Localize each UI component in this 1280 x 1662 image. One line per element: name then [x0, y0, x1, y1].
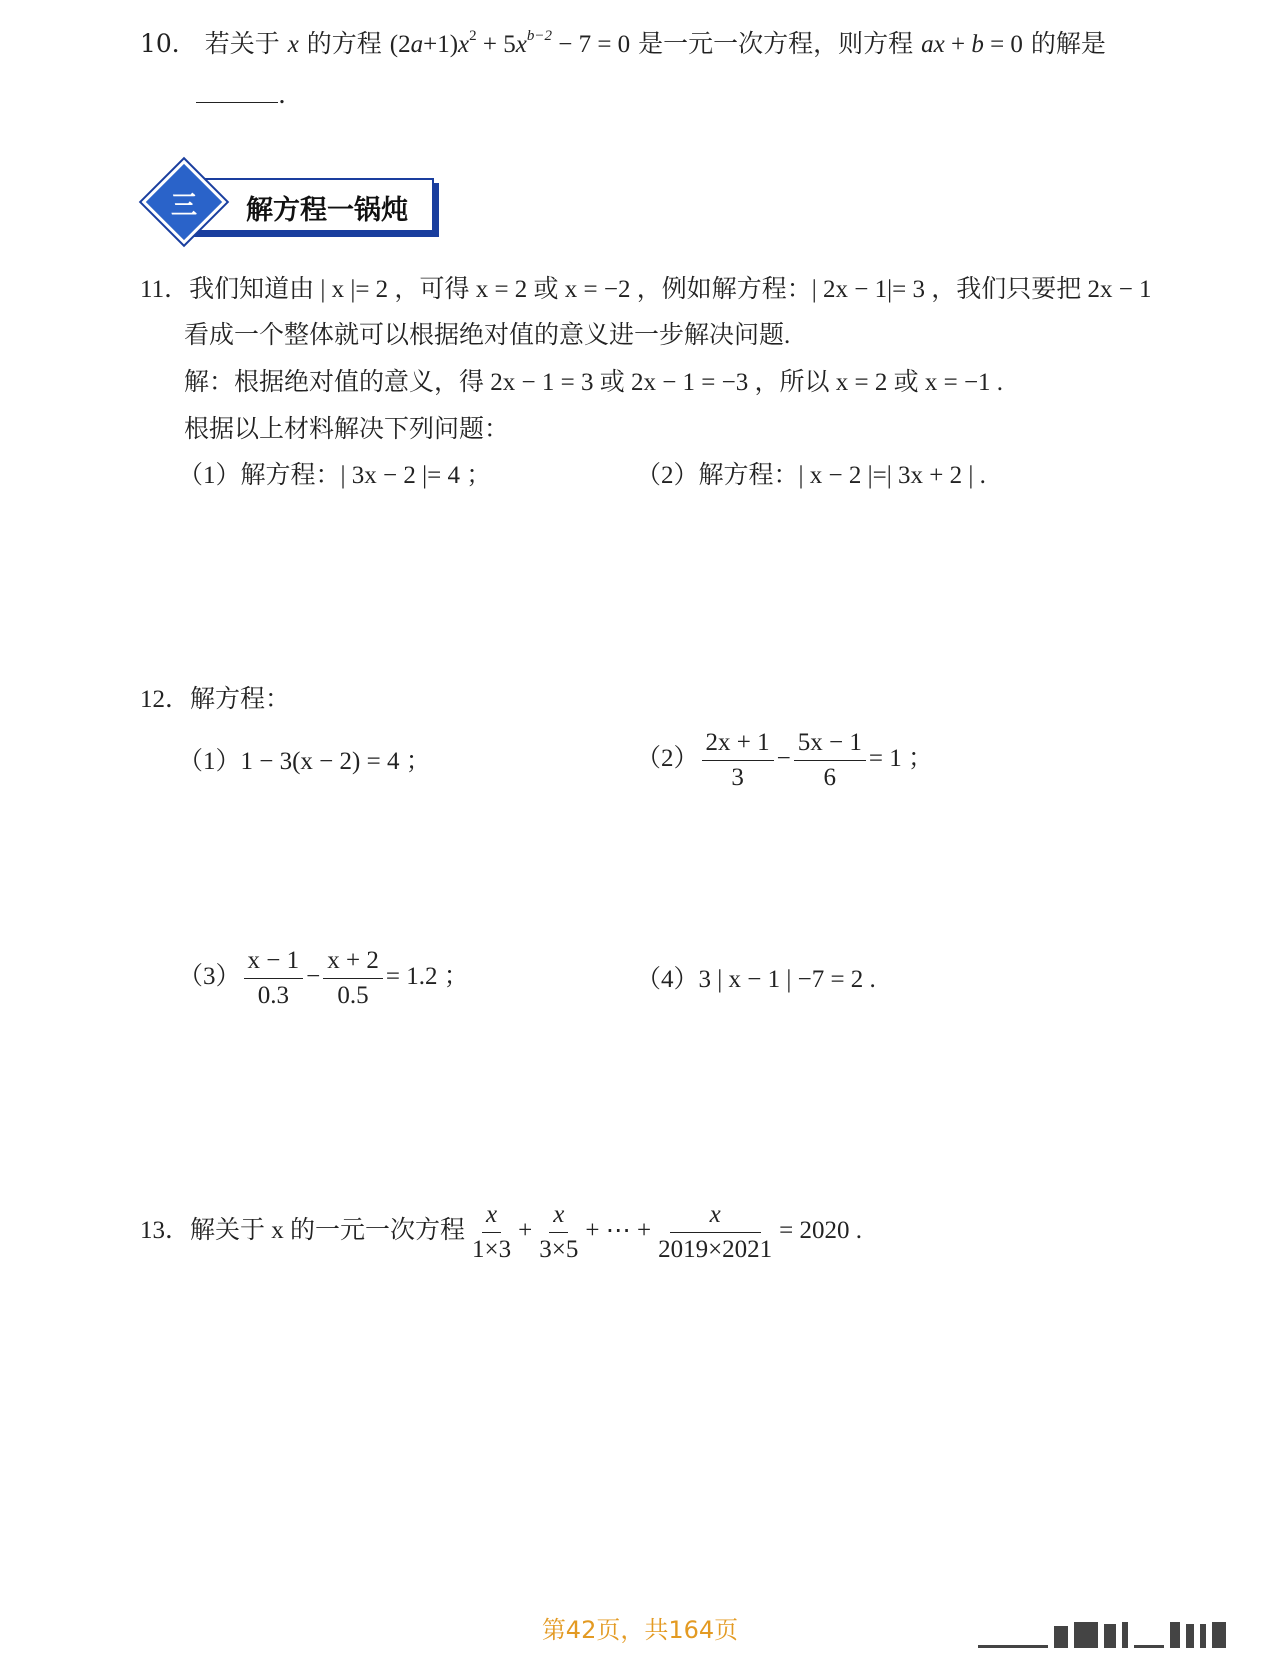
question-12-part-3: （3） $\frac{x - 1}{0.3}$ − $\frac{x + 2}{0.5}$ = 1.2 ； — [178, 947, 469, 1009]
question-11-line-1: 11．我们知道由 | x |= 2 ，可得 x = 2 或 x = −2 ，例如解方程：| 2x − 1|= 3 ，我们只要把 2x − 1 — [140, 276, 1152, 303]
question-number: 12． — [140, 686, 191, 713]
question-13: 13．解关于 x 的一元一次方程 $\frac{x}{1\times 3}$ + $\frac{x}{3\times 5}$ + ⋯ + $\frac{x}{2019\times 2021}$ = 2020 . — [140, 1201, 863, 1263]
fraction: $\frac{x}{1\times 3}$ — [472, 1201, 512, 1263]
question-12-part-1: （1）1 − 3(x − 2) = 4 ； — [178, 748, 431, 775]
question-number: 11． — [140, 276, 190, 303]
question-number: 10． — [140, 29, 197, 58]
question-11-part-2: （2）解方程：| x − 2 |=| 3x + 2 | . — [636, 462, 986, 489]
page-indicator: 第42页，共164页 — [541, 1616, 739, 1644]
question-11-line-3: 解：根据绝对值的意义，得 2x − 1 = 3 或 2x − 1 = −3 ，所以 x = 2 或 x = −1 . — [184, 369, 1004, 396]
equation-2: ax + b = 0 — [921, 31, 1023, 58]
fraction: $\frac{5x - 1}{6}$ — [794, 728, 866, 793]
question-12-title: 12．解方程： — [140, 686, 291, 713]
equation: $(2a+1)x^2 + 5x^{b-2} - 7 = 0$ — [389, 28, 631, 58]
fraction: $\frac{x}{3\times 5}$ — [539, 1201, 579, 1263]
fraction: $\frac{x + 2}{0.5}$ — [323, 946, 383, 1011]
question-number: 13． — [140, 1217, 191, 1245]
question-11-line-2: 看成一个整体就可以根据绝对值的意义进一步解决问题. — [184, 322, 791, 349]
section-numeral: 三 — [170, 191, 197, 221]
question-11-part-1: （1）解方程：| 3x − 2 |= 4 ； — [178, 462, 492, 489]
question-10: 10． 若关于 x 的方程 $(2a+1)x^2 + 5x^{b-2} - 7 = 0$ 是一元一次方程，则方程 ax + b = 0 的解是 — [140, 28, 1106, 58]
answer-blank-line: . — [196, 78, 286, 111]
section-title: 解方程一锅炖 — [246, 195, 408, 226]
question-11-line-4: 根据以上材料解决下列问题： — [184, 416, 510, 443]
answer-blank[interactable] — [196, 78, 278, 103]
fraction: $\frac{2x + 1}{3}$ — [702, 728, 774, 793]
fraction: $\frac{x}{2019\times 2021}$ — [658, 1201, 773, 1263]
question-12-part-4: （4）3 | x − 1 | −7 = 2 . — [636, 966, 876, 993]
scan-mark-icon — [978, 1622, 1226, 1648]
question-12-part-2: （2） $\frac{2x + 1}{3}$ − $\frac{5x - 1}{6}$ = 1 ； — [636, 729, 933, 791]
section-banner — [146, 166, 438, 240]
fraction: $\frac{x - 1}{0.3}$ — [244, 946, 304, 1011]
